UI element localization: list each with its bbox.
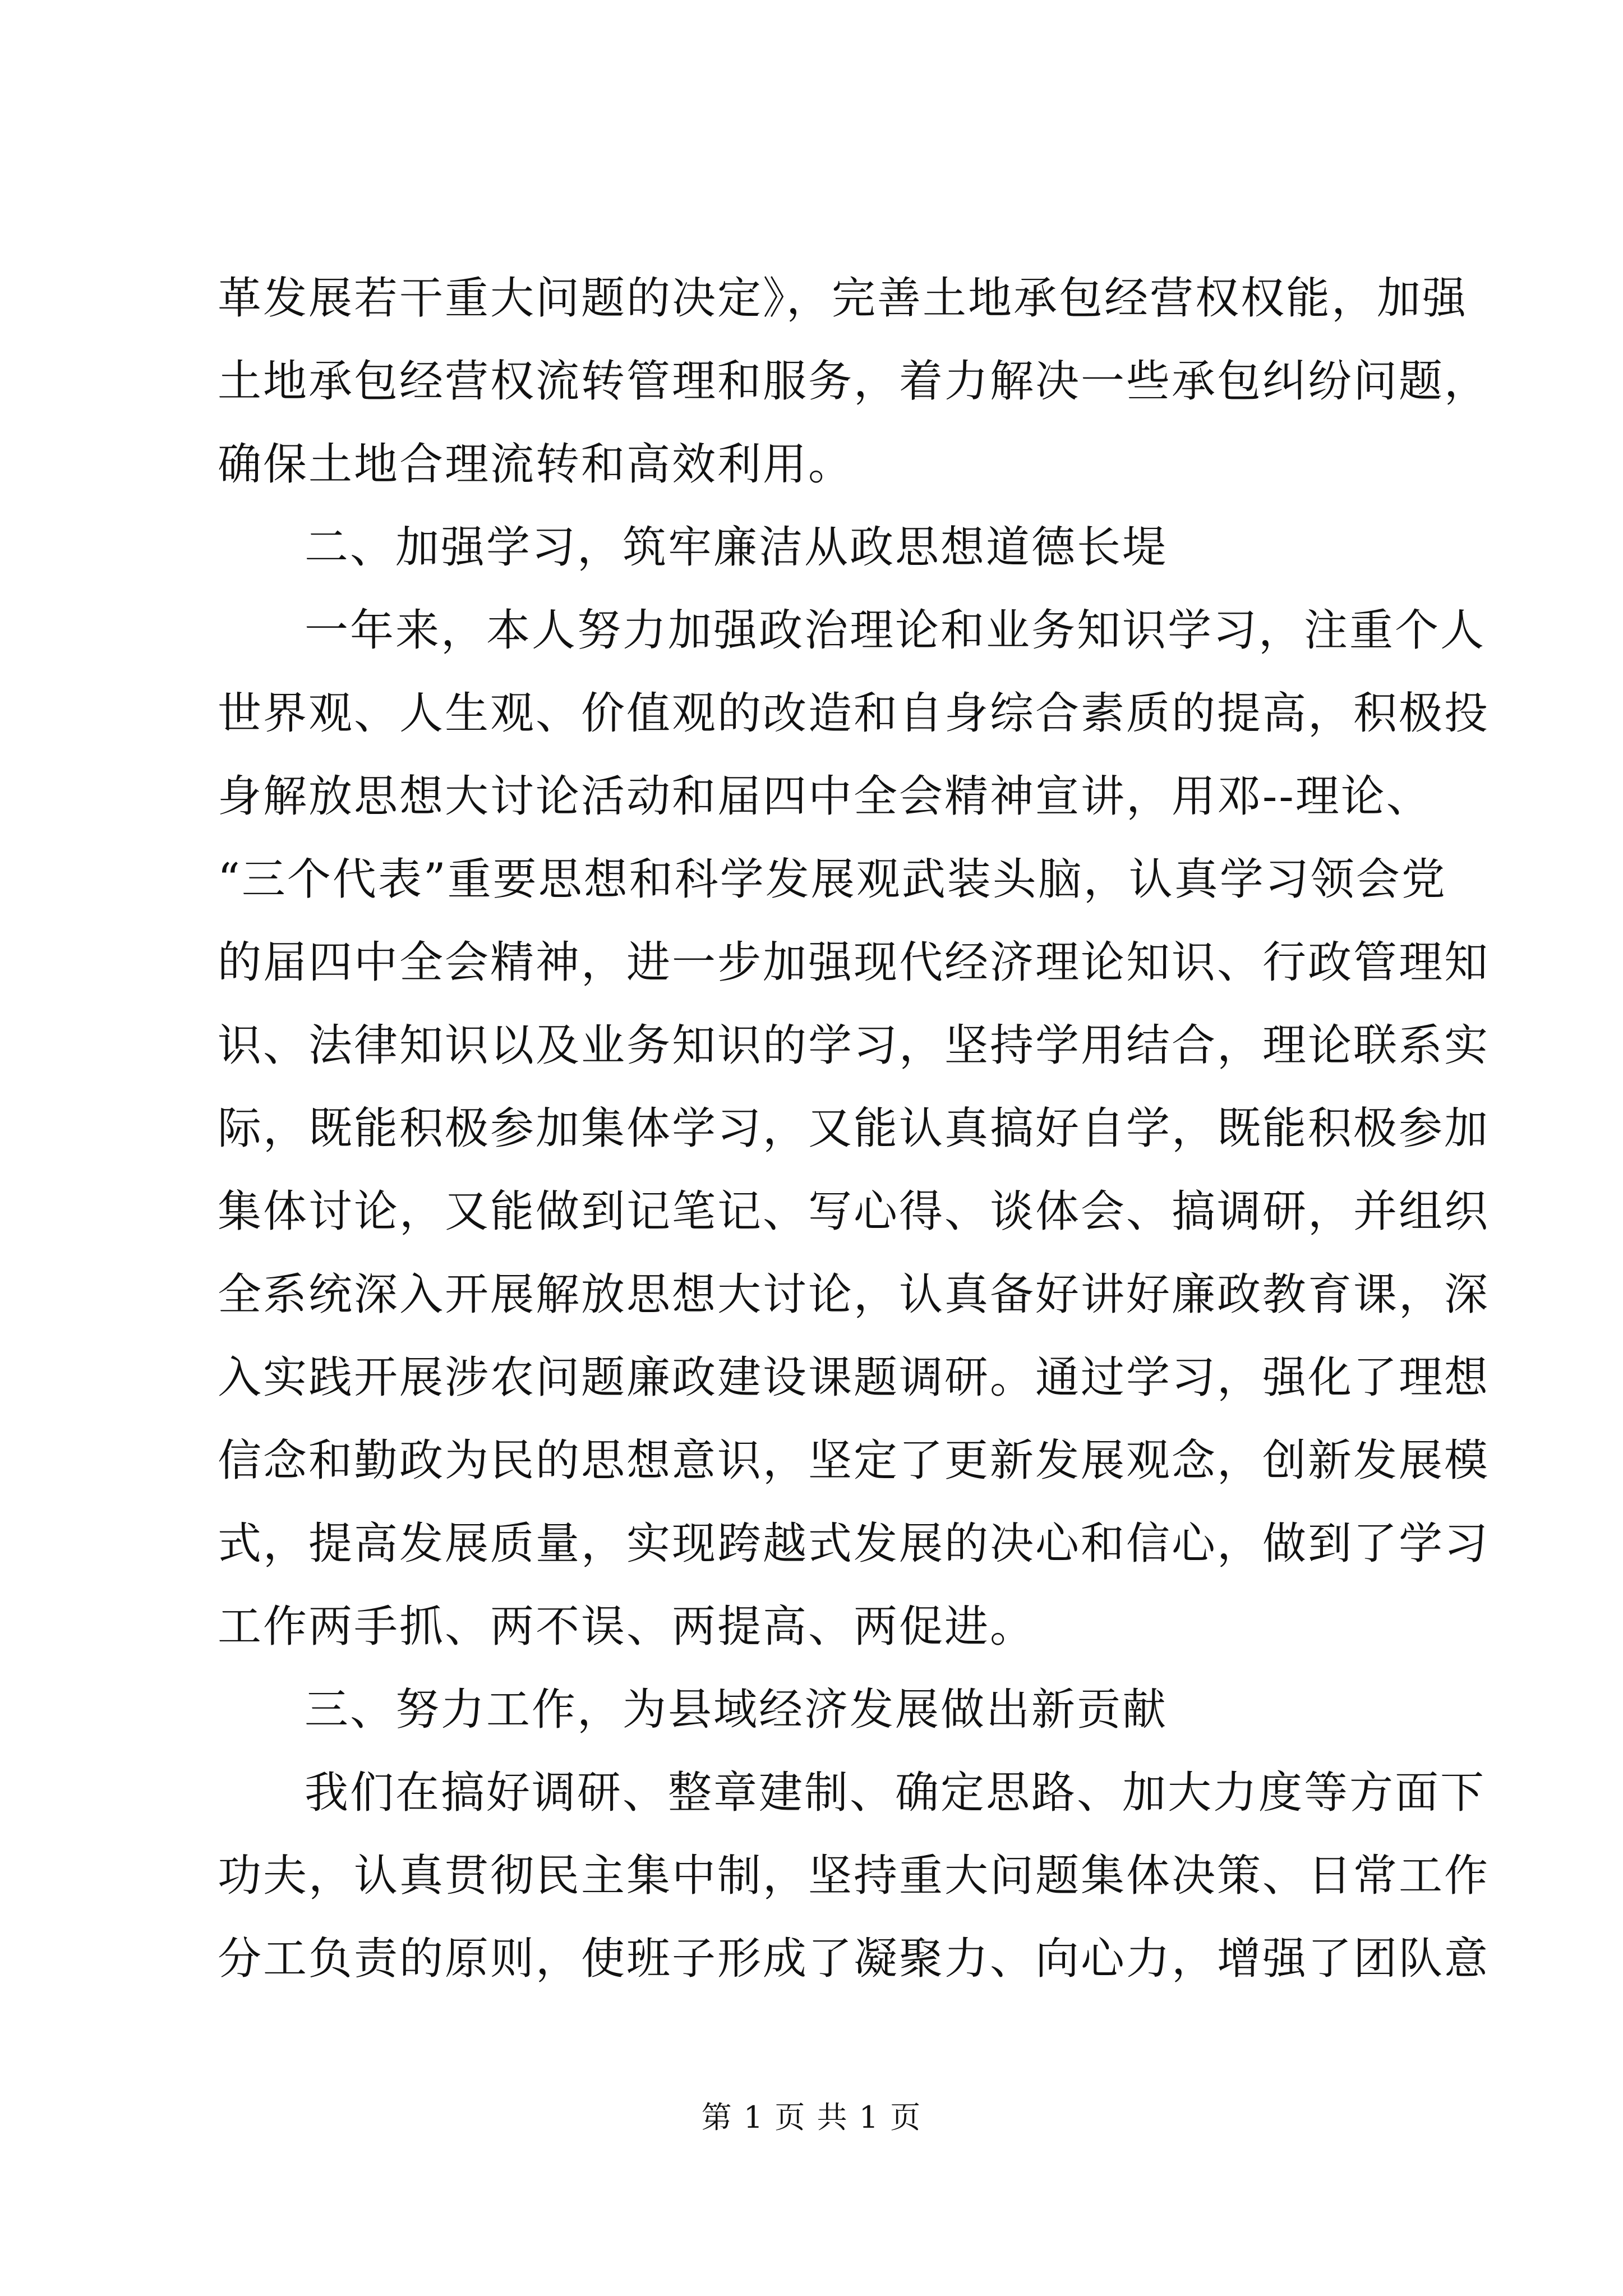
text-line: 一年来，本人努力加强政治理论和业务知识学习，注重个人	[305, 605, 1486, 656]
text-line: 全系统深入开展解放思想大讨论，认真备好讲好廉政教育课，深	[218, 1269, 1490, 1320]
text-line: 信念和勤政为民的思想意识，坚定了更新发展观念，创新发展模	[218, 1435, 1490, 1486]
section-heading: 三、努力工作，为县域经济发展做出新贡献	[305, 1685, 1168, 1735]
text-line: 工作两手抓、两不误、两提高、两促进。	[218, 1602, 1036, 1652]
text-line: 革发展若干重大问题的决定》，完善土地承包经营权权能，加强	[218, 273, 1468, 324]
text-line: 分工负责的原则，使班子形成了凝聚力、向心力，增强了团队意	[218, 1934, 1490, 1984]
section-heading: 二、加强学习，筑牢廉洁从政思想道德长堤	[305, 522, 1168, 573]
text-line: “三个代表”重要思想和科学发展观武装头脑，认真学习领会党	[218, 854, 1447, 905]
text-line: 际，既能积极参加集体学习，又能认真搞好自学，既能积极参加	[218, 1103, 1490, 1154]
text-line: 我们在搞好调研、整章建制、确定思路、加大力度等方面下	[305, 1768, 1486, 1818]
text-line: 身解放思想大讨论活动和届四中全会精神宣讲，用邓--理论、	[218, 771, 1432, 822]
text-line: 功夫，认真贯彻民主集中制，坚持重大问题集体决策、日常工作	[218, 1851, 1490, 1901]
text-line: 土地承包经营权流转管理和服务，着力解决一些承包纠纷问题，	[218, 356, 1490, 407]
text-line: 的届四中全会精神，进一步加强现代经济理论知识、行政管理知	[218, 937, 1490, 988]
text-line: 集体讨论，又能做到记笔记、写心得、谈体会、搞调研，并组织	[218, 1186, 1490, 1237]
text-line: 识、法律知识以及业务知识的学习，坚持学用结合，理论联系实	[218, 1020, 1490, 1071]
text-line: 确保土地合理流转和高效利用。	[218, 439, 854, 490]
page-number: 第 1 页 共 1 页	[701, 2100, 922, 2135]
text-line: 世界观、人生观、价值观的改造和自身综合素质的提高，积极投	[218, 688, 1490, 739]
text-line: 式，提高发展质量，实现跨越式发展的决心和信心，做到了学习	[218, 1519, 1490, 1569]
text-line: 入实践开展涉农问题廉政建设课题调研。通过学习，强化了理想	[218, 1352, 1490, 1403]
document-body	[218, 257, 1490, 2000]
